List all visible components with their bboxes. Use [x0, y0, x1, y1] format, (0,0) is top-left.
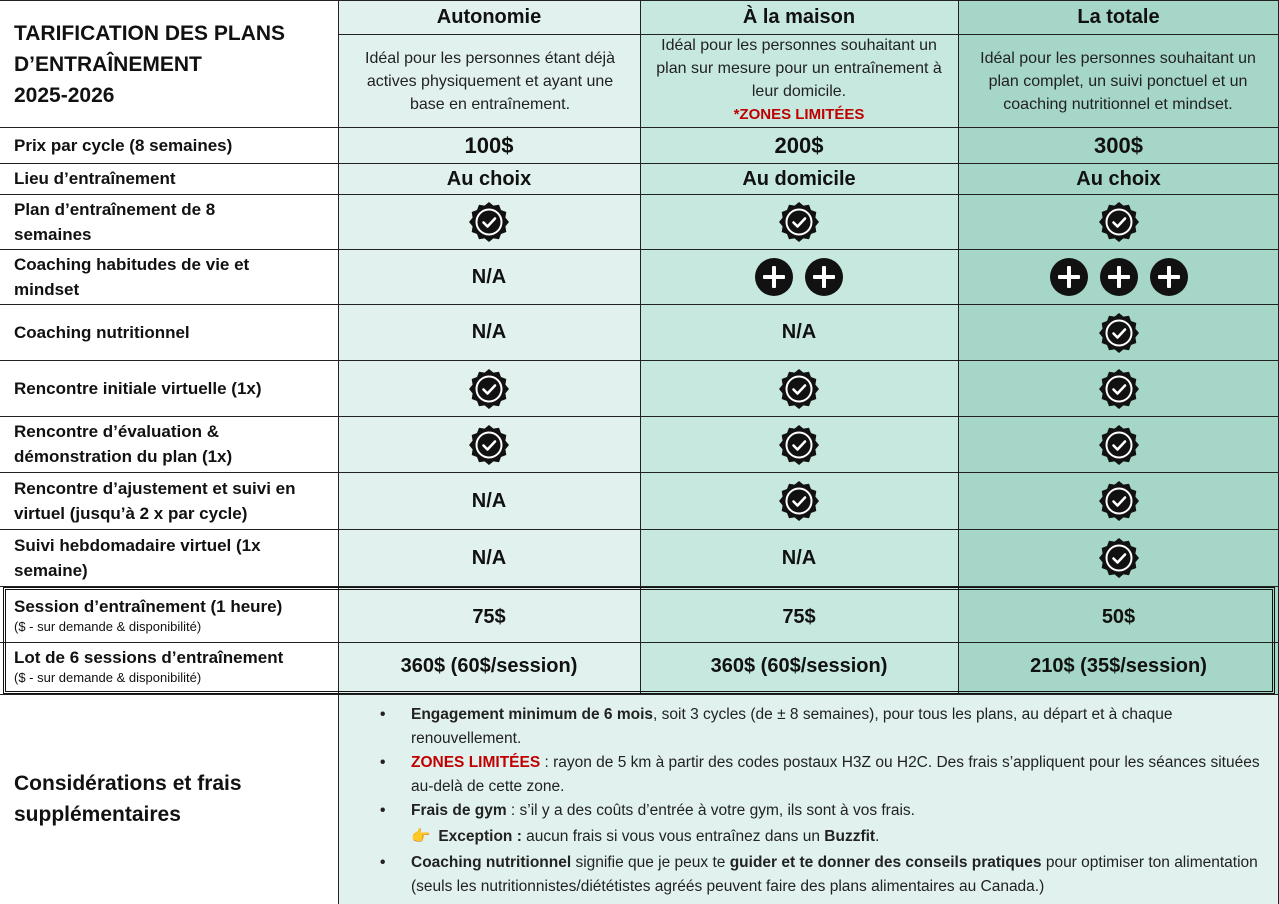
coaching-habits-totale: [958, 250, 1279, 304]
check-icon: [468, 201, 510, 243]
coaching-habits-autonomie: N/A: [471, 265, 507, 288]
check-icon: [1098, 537, 1140, 579]
check-icon: [778, 480, 820, 522]
zones-limitees-note: *ZONES LIMITÉES: [733, 106, 865, 123]
location-autonomie: Au choix: [446, 167, 532, 190]
plan-desc-totale: Idéal pour les personnes souhaitant un plan complet, un suivi ponctuel et un coaching nutritionnel et mindset.: [980, 49, 1256, 113]
coaching-nutrition-maison: N/A: [781, 321, 817, 343]
plan-name-autonomie: Autonomie: [436, 5, 542, 28]
list-item: • ZONES LIMITÉES : rayon de 5 km à partir des codes postaux H3Z ou H2C. Des frais s’appliquent pour les séances situées au-delà de cette zone.: [380, 751, 1270, 799]
price-totale: 300$: [1094, 132, 1143, 158]
training-plan-autonomie: [338, 195, 640, 249]
plus-icon: [1149, 257, 1189, 297]
location-maison: Au domicile: [742, 167, 856, 190]
weekly-followup-autonomie: N/A: [471, 546, 507, 569]
session-price-maison: 75$: [782, 605, 816, 628]
row-label-weekly-followup: Suivi hebdomadaire virtuel (1x semaine): [14, 535, 261, 580]
check-icon: [778, 368, 820, 410]
plan-name-totale: La totale: [1077, 5, 1160, 28]
six-pack-price-autonomie: 360$ (60$/session): [400, 655, 578, 677]
session-price-autonomie: 75$: [472, 605, 506, 628]
check-icon: [1098, 424, 1140, 466]
considerations-heading: Considérations et frais supplémentaires: [14, 772, 242, 826]
check-icon: [1098, 368, 1140, 410]
row-label-coaching-habits: Coaching habitudes de vie et mindset: [14, 254, 250, 299]
row-label-evaluation-meeting: Rencontre d’évaluation & démonstration du plan (1x): [14, 422, 233, 466]
initial-meeting-autonomie: [338, 361, 640, 416]
adjustment-meeting-maison: [640, 473, 958, 529]
check-icon: [468, 424, 510, 466]
six-pack-price-totale: 210$ (35$/session): [1030, 655, 1207, 677]
plus-icon: [1099, 257, 1139, 297]
session-price-totale: 50$: [1101, 605, 1136, 628]
plus-icon: [804, 257, 844, 297]
check-icon: [778, 424, 820, 466]
row-label-adjustment-meeting: Rencontre d’ajustement et suivi en virtuel (jusqu’à 2 x par cycle): [14, 478, 296, 523]
check-icon: [1098, 312, 1140, 354]
divider: [0, 694, 1279, 695]
initial-meeting-totale: [958, 361, 1279, 416]
coaching-nutrition-autonomie: N/A: [471, 321, 507, 343]
evaluation-meeting-totale: [958, 417, 1279, 472]
price-maison: 200$: [774, 132, 824, 158]
plan-desc-maison: Idéal pour les personnes souhaitant un plan sur mesure pour un entraînement à leur domicile. *ZONES LIMITÉES: [650, 33, 948, 127]
plan-name-maison: À la maison: [742, 5, 856, 28]
plus-icon: [754, 257, 794, 297]
page-title: TARIFICATION DES PLANS D’ENTRAÎNEMENT 2025-2026: [14, 22, 286, 107]
evaluation-meeting-maison: [640, 417, 958, 472]
training-plan-totale: [958, 195, 1279, 249]
weekly-followup-totale: [958, 530, 1279, 586]
list-item: • Frais de gym : s’il y a des coûts d’entrée à votre gym, ils sont à vos frais.: [380, 799, 1270, 823]
six-pack-price-maison: 360$ (60$/session): [710, 655, 888, 677]
row-label-session: Session d’entraînement (1 heure) ($ - sur demande & disponibilité): [14, 597, 283, 634]
check-icon: [1098, 480, 1140, 522]
pointing-hand-icon: 👉: [411, 828, 431, 845]
weekly-followup-maison: N/A: [781, 546, 817, 569]
list-item-exception: 👉 Exception : aucun frais si vous vous entraînez dans un Buzzfit.: [411, 828, 880, 845]
list-item: • Engagement minimum de 6 mois, soit 3 cycles (de ± 8 semaines), pour tous les plans, au départ et à chaque renouvellement.: [380, 703, 1270, 751]
row-label-initial-meeting: Rencontre initiale virtuelle (1x): [14, 378, 262, 398]
considerations-list: [380, 703, 1270, 899]
list-item: • Coaching nutritionnel signifie que je peux te guider et te donner des conseils pratiques pour optimiser ton alimentation (seuls les nutritionnistes/diététistes agréés peuvent faire des plans alimentaires au Canada.): [380, 851, 1270, 899]
check-icon: [778, 201, 820, 243]
adjustment-meeting-totale: [958, 473, 1279, 529]
adjustment-meeting-autonomie: N/A: [471, 489, 507, 512]
row-label-price: Prix par cycle (8 semaines): [14, 135, 233, 155]
row-label-training-plan: Plan d’entraînement de 8 semaines: [14, 199, 216, 244]
coaching-nutrition-totale: [958, 305, 1279, 360]
initial-meeting-maison: [640, 361, 958, 416]
plan-desc-autonomie: Idéal pour les personnes étant déjà actives physiquement et ayant une base en entraînement.: [365, 49, 615, 113]
training-plan-maison: [640, 195, 958, 249]
row-label-location: Lieu d’entraînement: [14, 169, 176, 188]
check-icon: [1098, 201, 1140, 243]
coaching-habits-maison: [640, 250, 958, 304]
plus-icon: [1049, 257, 1089, 297]
location-totale: Au choix: [1076, 167, 1161, 190]
price-autonomie: 100$: [464, 132, 514, 158]
check-icon: [468, 368, 510, 410]
row-label-six-pack: Lot de 6 sessions d’entraînement ($ - sur demande & disponibilité): [14, 648, 284, 685]
row-label-coaching-nutrition: Coaching nutritionnel: [14, 322, 190, 342]
evaluation-meeting-autonomie: [338, 417, 640, 472]
